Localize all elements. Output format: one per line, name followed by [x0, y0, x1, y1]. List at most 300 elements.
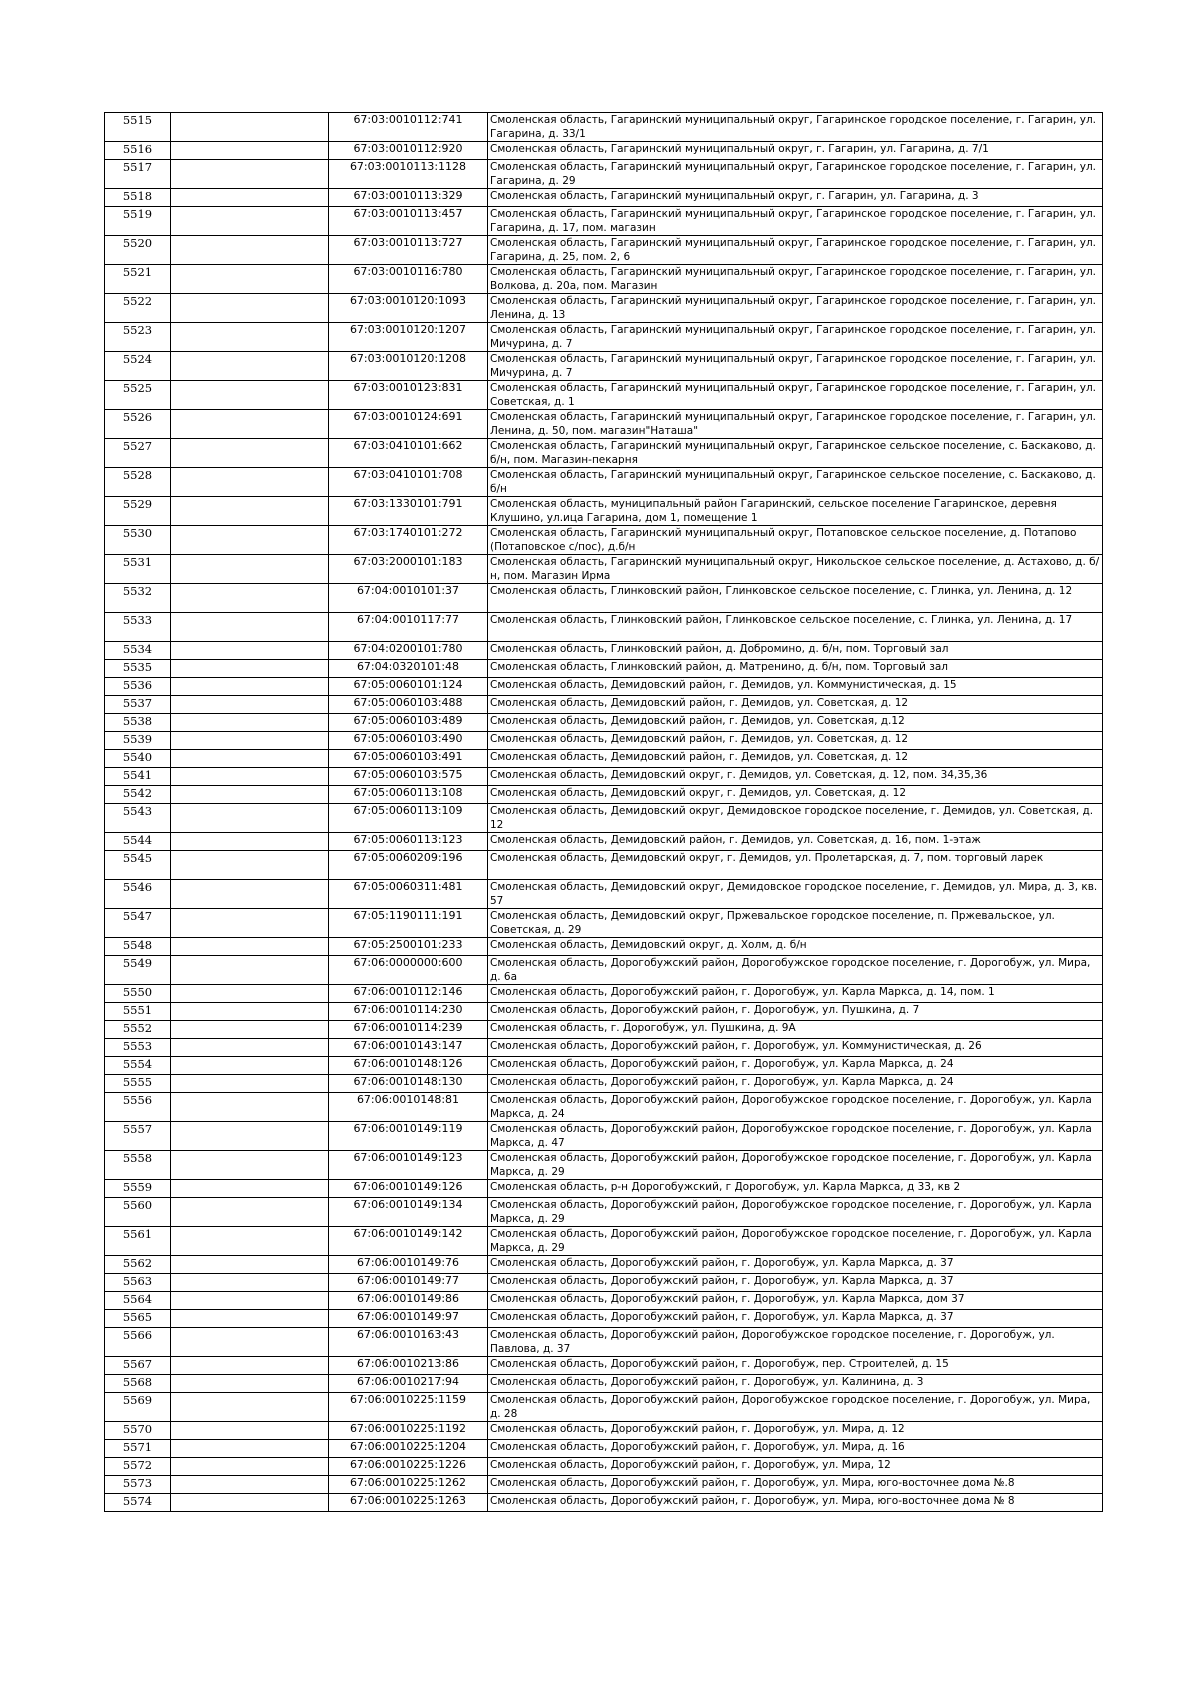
row-number: 5533 [105, 613, 171, 642]
cadastral-number: 67:05:0060113:109 [329, 804, 488, 833]
table-row [105, 294, 1103, 323]
cadastral-number: 67:03:0410101:708 [329, 468, 488, 497]
empty-cell [171, 352, 329, 381]
empty-cell [171, 696, 329, 714]
row-number: 5555 [105, 1075, 171, 1093]
table-row [105, 1422, 1103, 1440]
table-row [105, 750, 1103, 768]
table-row [105, 1039, 1103, 1057]
empty-cell [171, 1180, 329, 1198]
table-row [105, 696, 1103, 714]
row-number: 5536 [105, 678, 171, 696]
row-number: 5562 [105, 1256, 171, 1274]
object-address: Смоленская область, Глинковский район, Глинковское сельское поселение, с. Глинка, ул. Ленина, д. 12 [488, 584, 1103, 613]
object-address: Смоленская область, Дорогобужский район, г. Дорогобуж, ул. Карла Маркса, д. 24 [488, 1057, 1103, 1075]
empty-cell [171, 1093, 329, 1122]
empty-cell [171, 1292, 329, 1310]
cadastral-number: 67:06:0010112:146 [329, 985, 488, 1003]
cadastral-number: 67:06:0010149:142 [329, 1227, 488, 1256]
table-row [105, 1093, 1103, 1122]
object-address: Смоленская область, муниципальный район Гагаринский, сельское поселение Гагаринское, деревня Клушино, ул.ица Гагарина, дом 1, помещение 1 [488, 497, 1103, 526]
object-address: Смоленская область, Дорогобужский район, Дорогобужское городское поселение, г. Дорогобуж, ул. Мира, д. 28 [488, 1393, 1103, 1422]
empty-cell [171, 804, 329, 833]
table-row [105, 1151, 1103, 1180]
empty-cell [171, 1057, 329, 1075]
empty-cell [171, 555, 329, 584]
object-address: Смоленская область, Гагаринский муниципальный округ, Гагаринское городское поселение, г. Гагарин, ул. Ленина, д. 50, пом. магазин"Наташа" [488, 410, 1103, 439]
row-number: 5523 [105, 323, 171, 352]
table-row [105, 555, 1103, 584]
cadastral-number: 67:06:0010163:43 [329, 1328, 488, 1357]
empty-cell [171, 1375, 329, 1393]
cadastral-number: 67:03:0010123:831 [329, 381, 488, 410]
row-number: 5537 [105, 696, 171, 714]
empty-cell [171, 1393, 329, 1422]
object-address: Смоленская область, г. Дорогобуж, ул. Пушкина, д. 9А [488, 1021, 1103, 1039]
table-row [105, 1198, 1103, 1227]
empty-cell [171, 985, 329, 1003]
table-row [105, 1075, 1103, 1093]
row-number: 5525 [105, 381, 171, 410]
object-address: Смоленская область, Гагаринский муниципальный округ, Гагаринское городское поселение, г. Гагарин, ул. Гагарина, д. 33/1 [488, 113, 1103, 142]
cadastral-number: 67:06:0010148:81 [329, 1093, 488, 1122]
empty-cell [171, 642, 329, 660]
cadastral-number: 67:06:0010149:77 [329, 1274, 488, 1292]
empty-cell [171, 207, 329, 236]
object-address: Смоленская область, Гагаринский муниципальный округ, г. Гагарин, ул. Гагарина, д. 3 [488, 189, 1103, 207]
table-row [105, 938, 1103, 956]
cadastral-number: 67:06:0010143:147 [329, 1039, 488, 1057]
empty-cell [171, 732, 329, 750]
empty-cell [171, 1310, 329, 1328]
row-number: 5543 [105, 804, 171, 833]
row-number: 5569 [105, 1393, 171, 1422]
object-address: Смоленская область, Гагаринский муниципальный округ, Гагаринское городское поселение, г. Гагарин, ул. Мичурина, д. 7 [488, 323, 1103, 352]
empty-cell [171, 1151, 329, 1180]
row-number: 5571 [105, 1440, 171, 1458]
table-row [105, 985, 1103, 1003]
cadastral-number: 67:03:0010112:920 [329, 142, 488, 160]
row-number: 5547 [105, 909, 171, 938]
table-row [105, 880, 1103, 909]
table-row [105, 1021, 1103, 1039]
table-row [105, 1122, 1103, 1151]
object-address: Смоленская область, Дорогобужский район, г. Дорогобуж, ул. Мира, 12 [488, 1458, 1103, 1476]
table-row [105, 526, 1103, 555]
row-number: 5552 [105, 1021, 171, 1039]
object-address: Смоленская область, Демидовский округ, Пржевальское городское поселение, п. Пржевальское, ул. Советская, д. 29 [488, 909, 1103, 938]
row-number: 5528 [105, 468, 171, 497]
cadastral-number: 67:05:0060103:490 [329, 732, 488, 750]
empty-cell [171, 381, 329, 410]
table-row [105, 410, 1103, 439]
object-address: Смоленская область, Глинковский район, д. Матренино, д. б/н, пом. Торговый зал [488, 660, 1103, 678]
table-row [105, 804, 1103, 833]
cadastral-number: 67:03:0010124:691 [329, 410, 488, 439]
cadastral-number: 67:06:0010225:1192 [329, 1422, 488, 1440]
empty-cell [171, 956, 329, 985]
registry-table-body [105, 113, 1103, 1512]
row-number: 5530 [105, 526, 171, 555]
row-number: 5565 [105, 1310, 171, 1328]
object-address: Смоленская область, Дорогобужский район, г. Дорогобуж, ул. Карла Маркса, д. 24 [488, 1075, 1103, 1093]
cadastral-number: 67:06:0010149:119 [329, 1122, 488, 1151]
table-row [105, 833, 1103, 851]
empty-cell [171, 750, 329, 768]
cadastral-number: 67:05:0060311:481 [329, 880, 488, 909]
empty-cell [171, 1422, 329, 1440]
table-row [105, 768, 1103, 786]
empty-cell [171, 584, 329, 613]
cadastral-number: 67:06:0000000:600 [329, 956, 488, 985]
row-number: 5522 [105, 294, 171, 323]
cadastral-number: 67:06:0010114:230 [329, 1003, 488, 1021]
row-number: 5534 [105, 642, 171, 660]
row-number: 5559 [105, 1180, 171, 1198]
table-row [105, 113, 1103, 142]
object-address: Смоленская область, Дорогобужский район, г. Дорогобуж, пер. Строителей, д. 15 [488, 1357, 1103, 1375]
object-address: Смоленская область, Дорогобужский район, Дорогобужское городское поселение, г. Дорогобуж, ул. Мира, д. 6а [488, 956, 1103, 985]
empty-cell [171, 678, 329, 696]
row-number: 5550 [105, 985, 171, 1003]
object-address: Смоленская область, Демидовский округ, Демидовское городское поселение, г. Демидов, ул. Мира, д. 3, кв. 57 [488, 880, 1103, 909]
row-number: 5566 [105, 1328, 171, 1357]
object-address: Смоленская область, Дорогобужский район, г. Дорогобуж, ул. Карла Маркса, д. 14, пом. 1 [488, 985, 1103, 1003]
cadastral-number: 67:05:0060103:488 [329, 696, 488, 714]
row-number: 5542 [105, 786, 171, 804]
row-number: 5570 [105, 1422, 171, 1440]
object-address: Смоленская область, Дорогобужский район, Дорогобужское городское поселение, г. Дорогобуж, ул. Павлова, д. 37 [488, 1328, 1103, 1357]
row-number: 5518 [105, 189, 171, 207]
table-row [105, 1292, 1103, 1310]
empty-cell [171, 189, 329, 207]
table-row [105, 642, 1103, 660]
object-address: Смоленская область, Демидовский район, г. Демидов, ул. Советская, д.12 [488, 714, 1103, 732]
row-number: 5526 [105, 410, 171, 439]
table-row [105, 207, 1103, 236]
table-row [105, 660, 1103, 678]
cadastral-number: 67:03:0010120:1093 [329, 294, 488, 323]
cadastral-number: 67:03:0410101:662 [329, 439, 488, 468]
empty-cell [171, 526, 329, 555]
empty-cell [171, 613, 329, 642]
table-row [105, 1227, 1103, 1256]
empty-cell [171, 1198, 329, 1227]
table-row [105, 1440, 1103, 1458]
row-number: 5531 [105, 555, 171, 584]
row-number: 5532 [105, 584, 171, 613]
object-address: Смоленская область, Демидовский округ, д. Холм, д. б/н [488, 938, 1103, 956]
table-row [105, 381, 1103, 410]
table-row [105, 786, 1103, 804]
row-number: 5572 [105, 1458, 171, 1476]
empty-cell [171, 1458, 329, 1476]
object-address: Смоленская область, Гагаринский муниципальный округ, г. Гагарин, ул. Гагарина, д. 7/1 [488, 142, 1103, 160]
row-number: 5548 [105, 938, 171, 956]
cadastral-number: 67:03:0010113:1128 [329, 160, 488, 189]
row-number: 5516 [105, 142, 171, 160]
empty-cell [171, 880, 329, 909]
empty-cell [171, 1440, 329, 1458]
object-address: Смоленская область, р-н Дорогобужский, г Дорогобуж, ул. Карла Маркса, д 33, кв 2 [488, 1180, 1103, 1198]
table-row [105, 714, 1103, 732]
table-row [105, 1256, 1103, 1274]
object-address: Смоленская область, Гагаринский муниципальный округ, Гагаринское городское поселение, г. Гагарин, ул. Гагарина, д. 29 [488, 160, 1103, 189]
empty-cell [171, 768, 329, 786]
table-row [105, 1458, 1103, 1476]
table-row [105, 678, 1103, 696]
cadastral-number: 67:06:0010149:126 [329, 1180, 488, 1198]
object-address: Смоленская область, Гагаринский муниципальный округ, Гагаринское городское поселение, г. Гагарин, ул. Мичурина, д. 7 [488, 352, 1103, 381]
table-row [105, 439, 1103, 468]
row-number: 5540 [105, 750, 171, 768]
cadastral-number: 67:06:0010148:126 [329, 1057, 488, 1075]
row-number: 5539 [105, 732, 171, 750]
row-number: 5574 [105, 1494, 171, 1512]
cadastral-number: 67:06:0010217:94 [329, 1375, 488, 1393]
cadastral-number: 67:03:0010116:780 [329, 265, 488, 294]
row-number: 5546 [105, 880, 171, 909]
cadastral-number: 67:05:0060103:489 [329, 714, 488, 732]
table-row [105, 1375, 1103, 1393]
object-address: Смоленская область, Гагаринский муниципальный округ, Никольское сельское поселение, д. Астахово, д. б/н, пом. Магазин Ирма [488, 555, 1103, 584]
object-address: Смоленская область, Демидовский округ, г. Демидов, ул. Советская, д. 12 [488, 786, 1103, 804]
object-address: Смоленская область, Дорогобужский район, г. Дорогобуж, ул. Карла Маркса, д. 37 [488, 1256, 1103, 1274]
object-address: Смоленская область, Дорогобужский район, г. Дорогобуж, ул. Мира, д. 12 [488, 1422, 1103, 1440]
row-number: 5560 [105, 1198, 171, 1227]
empty-cell [171, 236, 329, 265]
empty-cell [171, 938, 329, 956]
cadastral-number: 67:06:0010149:97 [329, 1310, 488, 1328]
cadastral-number: 67:05:0060113:123 [329, 833, 488, 851]
row-number: 5529 [105, 497, 171, 526]
empty-cell [171, 323, 329, 352]
row-number: 5564 [105, 1292, 171, 1310]
empty-cell [171, 786, 329, 804]
object-address: Смоленская область, Демидовский район, г. Демидов, ул. Советская, д. 16, пом. 1-этаж [488, 833, 1103, 851]
cadastral-number: 67:03:0010113:727 [329, 236, 488, 265]
row-number: 5517 [105, 160, 171, 189]
object-address: Смоленская область, Дорогобужский район, г. Дорогобуж, ул. Карла Маркса, д. 37 [488, 1274, 1103, 1292]
table-row [105, 732, 1103, 750]
row-number: 5558 [105, 1151, 171, 1180]
table-row [105, 189, 1103, 207]
row-number: 5524 [105, 352, 171, 381]
row-number: 5515 [105, 113, 171, 142]
row-number: 5554 [105, 1057, 171, 1075]
empty-cell [171, 1003, 329, 1021]
row-number: 5544 [105, 833, 171, 851]
row-number: 5551 [105, 1003, 171, 1021]
object-address: Смоленская область, Глинковский район, Глинковское сельское поселение, с. Глинка, ул. Ленина, д. 17 [488, 613, 1103, 642]
row-number: 5538 [105, 714, 171, 732]
object-address: Смоленская область, Демидовский округ, г. Демидов, ул. Советская, д. 12, пом. 34,35,36 [488, 768, 1103, 786]
cadastral-number: 67:06:0010149:86 [329, 1292, 488, 1310]
row-number: 5545 [105, 851, 171, 880]
table-row [105, 323, 1103, 352]
cadastral-number: 67:06:0010225:1159 [329, 1393, 488, 1422]
row-number: 5521 [105, 265, 171, 294]
cadastral-number: 67:06:0010213:86 [329, 1357, 488, 1375]
empty-cell [171, 1256, 329, 1274]
table-row [105, 142, 1103, 160]
object-address: Смоленская область, Гагаринский муниципальный округ, Потаповское сельское поселение, д. Потапово (Потаповское с/пос), д.б/н [488, 526, 1103, 555]
empty-cell [171, 909, 329, 938]
cadastral-number: 67:03:1740101:272 [329, 526, 488, 555]
cadastral-number: 67:03:0010112:741 [329, 113, 488, 142]
row-number: 5527 [105, 439, 171, 468]
cadastral-number: 67:04:0200101:780 [329, 642, 488, 660]
row-number: 5557 [105, 1122, 171, 1151]
empty-cell [171, 113, 329, 142]
cadastral-number: 67:06:0010225:1262 [329, 1476, 488, 1494]
object-address: Смоленская область, Гагаринский муниципальный округ, Гагаринское городское поселение, г. Гагарин, ул. Гагарина, д. 17, пом. магазин [488, 207, 1103, 236]
object-address: Смоленская область, Дорогобужский район, г. Дорогобуж, ул. Коммунистическая, д. 26 [488, 1039, 1103, 1057]
cadastral-number: 67:05:0060101:124 [329, 678, 488, 696]
row-number: 5541 [105, 768, 171, 786]
object-address: Смоленская область, Гагаринский муниципальный округ, Гагаринское городское поселение, г. Гагарин, ул. Ленина, д. 13 [488, 294, 1103, 323]
empty-cell [171, 1357, 329, 1375]
cadastral-number: 67:03:0010120:1207 [329, 323, 488, 352]
registry-table [104, 112, 1103, 1512]
object-address: Смоленская область, Дорогобужский район, г. Дорогобуж, ул. Карла Маркса, д. 37 [488, 1310, 1103, 1328]
table-row [105, 1476, 1103, 1494]
cadastral-number: 67:05:1190111:191 [329, 909, 488, 938]
cadastral-number: 67:04:0320101:48 [329, 660, 488, 678]
table-row [105, 1357, 1103, 1375]
cadastral-number: 67:06:0010148:130 [329, 1075, 488, 1093]
object-address: Смоленская область, Глинковский район, д. Добромино, д. б/н, пом. Торговый зал [488, 642, 1103, 660]
cadastral-number: 67:06:0010225:1204 [329, 1440, 488, 1458]
row-number: 5561 [105, 1227, 171, 1256]
table-row [105, 1274, 1103, 1292]
empty-cell [171, 714, 329, 732]
cadastral-number: 67:04:0010101:37 [329, 584, 488, 613]
empty-cell [171, 833, 329, 851]
table-row [105, 1003, 1103, 1021]
table-row [105, 265, 1103, 294]
table-row [105, 1180, 1103, 1198]
cadastral-number: 67:03:0010113:329 [329, 189, 488, 207]
cadastral-number: 67:03:0010120:1208 [329, 352, 488, 381]
cadastral-number: 67:06:0010114:239 [329, 1021, 488, 1039]
empty-cell [171, 1274, 329, 1292]
empty-cell [171, 1328, 329, 1357]
object-address: Смоленская область, Гагаринский муниципальный округ, Гагаринское сельское поселение, с. Баскаково, д. б/н, пом. Магазин-пекарня [488, 439, 1103, 468]
table-row [105, 236, 1103, 265]
cadastral-number: 67:06:0010225:1226 [329, 1458, 488, 1476]
empty-cell [171, 160, 329, 189]
object-address: Смоленская область, Дорогобужский район, г. Дорогобуж, ул. Калинина, д. 3 [488, 1375, 1103, 1393]
empty-cell [171, 142, 329, 160]
object-address: Смоленская область, Дорогобужский район, Дорогобужское городское поселение, г. Дорогобуж, ул. Карла Маркса, д. 47 [488, 1122, 1103, 1151]
object-address: Смоленская область, Демидовский округ, г. Демидов, ул. Пролетарская, д. 7, пом. торговый ларек [488, 851, 1103, 880]
object-address: Смоленская область, Демидовский район, г. Демидов, ул. Коммунистическая, д. 15 [488, 678, 1103, 696]
cadastral-number: 67:06:0010149:123 [329, 1151, 488, 1180]
table-row [105, 1393, 1103, 1422]
cadastral-number: 67:05:0060209:196 [329, 851, 488, 880]
object-address: Смоленская область, Дорогобужский район, г. Дорогобуж, ул. Мира, юго-восточнее дома №.8 [488, 1476, 1103, 1494]
object-address: Смоленская область, Дорогобужский район, Дорогобужское городское поселение, г. Дорогобуж, ул. Карла Маркса, д. 29 [488, 1198, 1103, 1227]
table-row [105, 613, 1103, 642]
table-row [105, 909, 1103, 938]
table-row [105, 851, 1103, 880]
empty-cell [171, 1122, 329, 1151]
row-number: 5553 [105, 1039, 171, 1057]
table-row [105, 956, 1103, 985]
cadastral-number: 67:03:2000101:183 [329, 555, 488, 584]
object-address: Смоленская область, Демидовский район, г. Демидов, ул. Советская, д. 12 [488, 696, 1103, 714]
table-row [105, 584, 1103, 613]
cadastral-number: 67:06:0010149:76 [329, 1256, 488, 1274]
empty-cell [171, 1075, 329, 1093]
table-row [105, 1328, 1103, 1357]
table-row [105, 1494, 1103, 1512]
object-address: Смоленская область, Дорогобужский район, Дорогобужское городское поселение, г. Дорогобуж, ул. Карла Маркса, д. 29 [488, 1151, 1103, 1180]
cadastral-number: 67:06:0010149:134 [329, 1198, 488, 1227]
row-number: 5567 [105, 1357, 171, 1375]
empty-cell [171, 468, 329, 497]
row-number: 5549 [105, 956, 171, 985]
empty-cell [171, 851, 329, 880]
object-address: Смоленская область, Дорогобужский район, г. Дорогобуж, ул. Мира, д. 16 [488, 1440, 1103, 1458]
cadastral-number: 67:06:0010225:1263 [329, 1494, 488, 1512]
row-number: 5556 [105, 1093, 171, 1122]
object-address: Смоленская область, Гагаринский муниципальный округ, Гагаринское городское поселение, г. Гагарин, ул. Гагарина, д. 25, пом. 2, 6 [488, 236, 1103, 265]
cadastral-number: 67:05:0060103:491 [329, 750, 488, 768]
row-number: 5568 [105, 1375, 171, 1393]
empty-cell [171, 660, 329, 678]
object-address: Смоленская область, Дорогобужский район, г. Дорогобуж, ул. Мира, юго-восточнее дома № 8 [488, 1494, 1103, 1512]
object-address: Смоленская область, Гагаринский муниципальный округ, Гагаринское городское поселение, г. Гагарин, ул. Волкова, д. 20а, пом. Магазин [488, 265, 1103, 294]
empty-cell [171, 497, 329, 526]
table-row [105, 468, 1103, 497]
row-number: 5520 [105, 236, 171, 265]
row-number: 5535 [105, 660, 171, 678]
cadastral-number: 67:03:0010113:457 [329, 207, 488, 236]
row-number: 5573 [105, 1476, 171, 1494]
object-address: Смоленская область, Дорогобужский район, Дорогобужское городское поселение, г. Дорогобуж, ул. Карла Маркса, д. 29 [488, 1227, 1103, 1256]
table-row [105, 497, 1103, 526]
object-address: Смоленская область, Демидовский округ, Демидовское городское поселение, г. Демидов, ул. Советская, д. 12 [488, 804, 1103, 833]
empty-cell [171, 1227, 329, 1256]
empty-cell [171, 1021, 329, 1039]
cadastral-number: 67:04:0010117:77 [329, 613, 488, 642]
empty-cell [171, 1494, 329, 1512]
table-row [105, 1310, 1103, 1328]
empty-cell [171, 1476, 329, 1494]
empty-cell [171, 294, 329, 323]
table-row [105, 160, 1103, 189]
row-number: 5563 [105, 1274, 171, 1292]
table-row [105, 1057, 1103, 1075]
empty-cell [171, 410, 329, 439]
cadastral-number: 67:05:2500101:233 [329, 938, 488, 956]
object-address: Смоленская область, Гагаринский муниципальный округ, Гагаринское сельское поселение, с. Баскаково, д. б/н [488, 468, 1103, 497]
cadastral-number: 67:05:0060103:575 [329, 768, 488, 786]
object-address: Смоленская область, Дорогобужский район, г. Дорогобуж, ул. Карла Маркса, дом 37 [488, 1292, 1103, 1310]
empty-cell [171, 439, 329, 468]
object-address: Смоленская область, Дорогобужский район, Дорогобужское городское поселение, г. Дорогобуж, ул. Карла Маркса, д. 24 [488, 1093, 1103, 1122]
empty-cell [171, 1039, 329, 1057]
object-address: Смоленская область, Дорогобужский район, г. Дорогобуж, ул. Пушкина, д. 7 [488, 1003, 1103, 1021]
object-address: Смоленская область, Демидовский район, г. Демидов, ул. Советская, д. 12 [488, 750, 1103, 768]
object-address: Смоленская область, Гагаринский муниципальный округ, Гагаринское городское поселение, г. Гагарин, ул. Советская, д. 1 [488, 381, 1103, 410]
row-number: 5519 [105, 207, 171, 236]
cadastral-number: 67:05:0060113:108 [329, 786, 488, 804]
object-address: Смоленская область, Демидовский район, г. Демидов, ул. Советская, д. 12 [488, 732, 1103, 750]
table-row [105, 352, 1103, 381]
